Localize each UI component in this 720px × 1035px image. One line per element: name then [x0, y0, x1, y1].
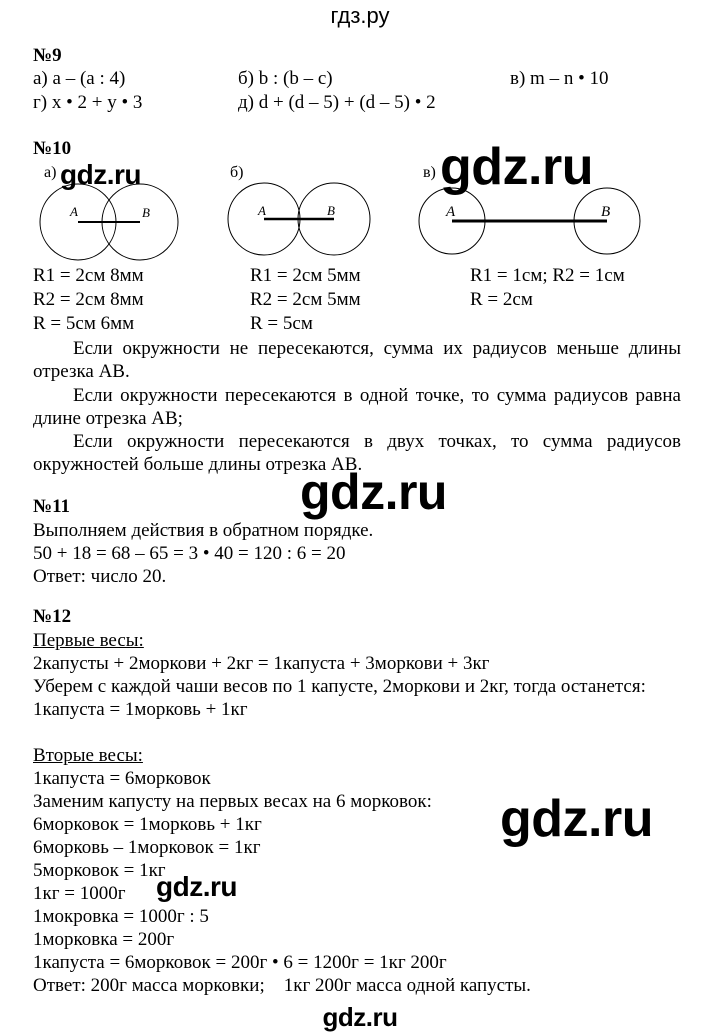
task11-line-3: Ответ: число 20. [33, 566, 167, 587]
figure-label-a: а) [44, 164, 57, 181]
watermark: gdz.ru [156, 871, 237, 902]
point-a-label: A [446, 204, 456, 220]
col-b-line-3: R = 5см [250, 313, 313, 334]
task10-paragraph-1: Если окружности не пересекаются, сумма их радиусов меньше длины отрезка АВ. [33, 338, 681, 382]
task12-line-3: 1капуста = 1морковь + 1кг [33, 699, 248, 720]
figure-v [0, 0, 720, 270]
task12-title: №12 [33, 606, 72, 627]
col-v-line-2: R = 2см [470, 289, 533, 310]
task9-g: г) x • 2 + y • 3 [33, 92, 143, 113]
col-b-line-1: R1 = 2см 5мм [250, 265, 361, 286]
point-a-label: A [70, 204, 78, 219]
task12-line-6: 6морковок = 1морковь + 1кг [33, 814, 262, 835]
figure-label-b: б) [230, 164, 244, 181]
task12-line-5: Заменим капусту на первых весах на 6 морковок: [33, 791, 432, 812]
watermark: gdz.ru [500, 790, 653, 848]
task12-line-9: 1кг = 1000г [33, 883, 126, 904]
task9-d: д) d + (d – 5) + (d – 5) • 2 [238, 92, 436, 113]
task10-title: №10 [33, 138, 72, 159]
watermark-footer: gdz.ru [322, 1002, 398, 1032]
task9-v: в) m – n • 10 [510, 68, 609, 89]
point-a-label: A [258, 203, 266, 218]
task12-line-1: 2капусты + 2моркови + 2кг = 1капуста + 3моркови + 3кг [33, 653, 490, 674]
task12-line-7: 6морковь – 1морковок = 1кг [33, 837, 261, 858]
col-a-line-2: R2 = 2см 8мм [33, 289, 144, 310]
task11-line-2: 50 + 18 = 68 – 65 = 3 • 40 = 120 : 6 = 20 [33, 543, 346, 564]
task12-line-13: Ответ: 200г масса морковки; 1кг 200г масса одной капусты. [33, 975, 531, 996]
col-a-line-3: R = 5см 6мм [33, 313, 135, 334]
task12-heading-2: Вторые весы: [33, 745, 143, 766]
task12-line-8: 5морковок = 1кг [33, 860, 166, 881]
task12-line-4: 1капуста = 6морковок [33, 768, 211, 789]
site-header: гдз.ру [330, 3, 390, 28]
task9-title: №9 [33, 45, 62, 66]
task12-line-2: Уберем с каждой чаши весов по 1 капусте, 2моркови и 2кг, тогда останется: [33, 676, 646, 697]
col-a-line-1: R1 = 2см 8мм [33, 265, 144, 286]
watermark: gdz.ru [300, 464, 447, 520]
task12-line-11: 1морковка = 200г [33, 929, 175, 950]
point-b-label: B [601, 204, 611, 220]
figure-label-v: в) [423, 164, 436, 181]
task12-heading-1: Первые весы: [33, 630, 144, 651]
task12-line-10: 1мокровка = 1000г : 5 [33, 906, 209, 927]
task11-title: №11 [33, 496, 71, 517]
task10-paragraph-2: Если окружности пересекаются в одной точке, то сумма радиусов равна длине отрезка АВ; [33, 385, 681, 429]
point-b-label: B [142, 205, 150, 220]
col-b-line-2: R2 = 2см 5мм [250, 289, 361, 310]
task10-paragraph-3: Если окружности пересекаются в двух точках, то сумма радиусов окружностей больше длины отрезка АВ. [33, 431, 681, 475]
task9-b: б) b : (b – c) [238, 68, 333, 89]
col-v-line-1: R1 = 1см; R2 = 1см [470, 265, 625, 286]
watermark: gdz.ru [440, 138, 593, 196]
task9-a: а) a – (a : 4) [33, 68, 126, 89]
watermark: gdz.ru [60, 159, 141, 190]
task11-line-1: Выполняем действия в обратном порядке. [33, 520, 374, 541]
task12-line-12: 1капуста = 6морковок = 200г • 6 = 1200г = 1кг 200г [33, 952, 447, 973]
point-b-label: B [327, 203, 335, 218]
